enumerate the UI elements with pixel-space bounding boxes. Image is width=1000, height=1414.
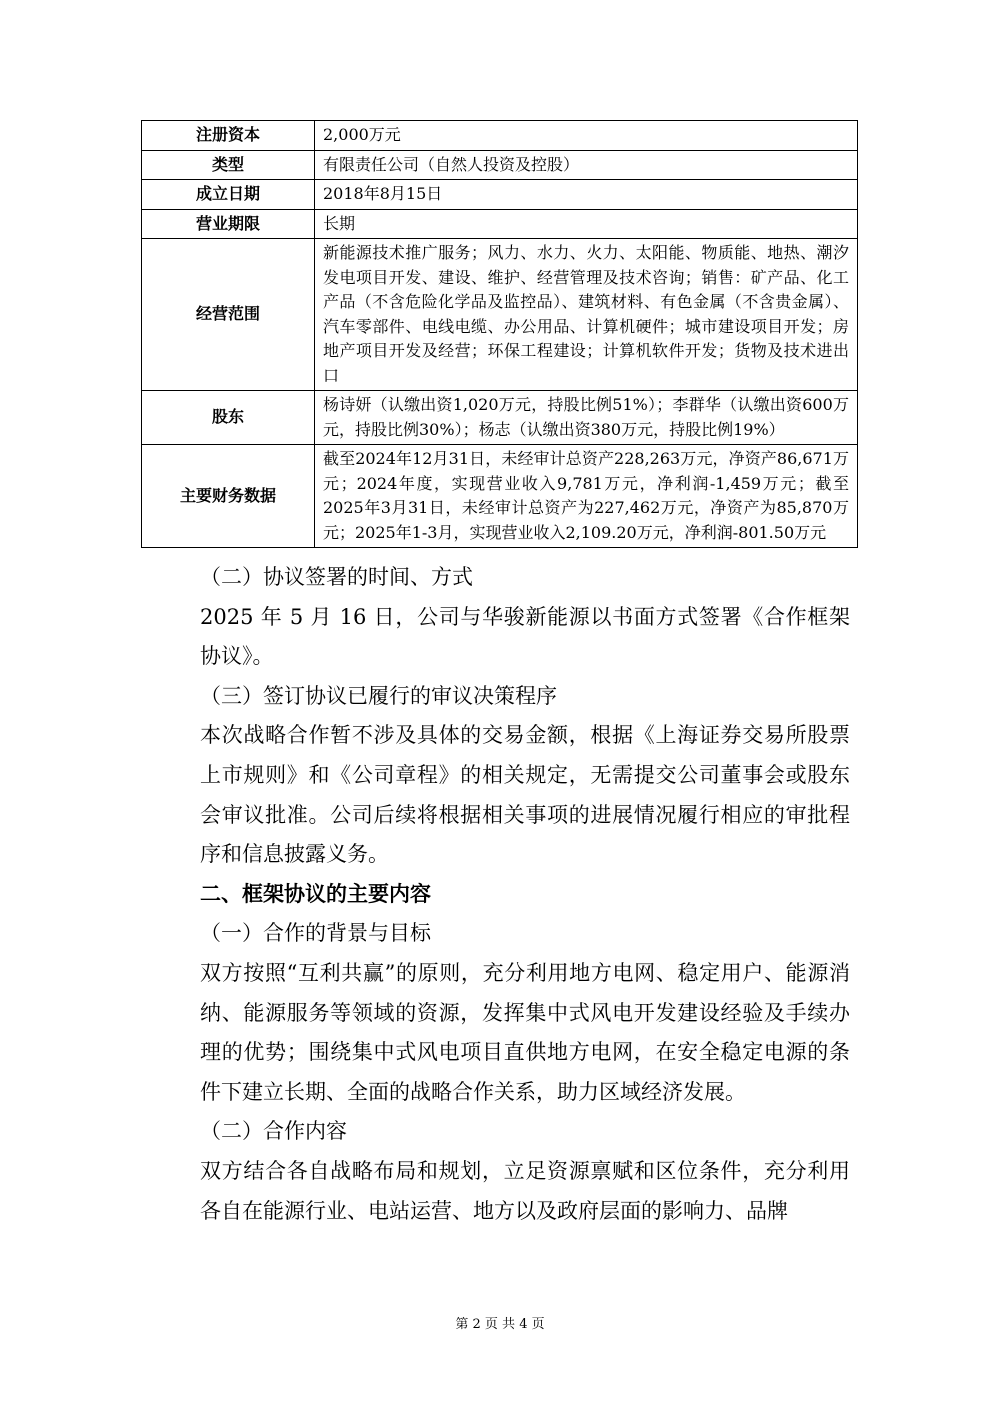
row-label: 类型: [142, 150, 315, 180]
row-label: 股东: [142, 391, 315, 445]
company-info-table: [141, 120, 858, 548]
row-label: 营业期限: [142, 209, 315, 239]
row-label: 主要财务数据: [142, 445, 315, 548]
subheading-background: （一）合作的背景与目标: [200, 921, 431, 946]
table-row: [142, 239, 858, 391]
paragraph-procedure: 本次战略合作暂不涉及具体的交易金额，根据《上海证券交易所股票上市规则》和《公司章程》的相关规定，无需提交公司董事会或股东会审议批准。公司后续将根据相关事项的进展情况履行相应的审批程序和信息披露义务。: [200, 723, 850, 867]
paragraph-background: 双方按照“互利共赢”的原则，充分利用地方电网、稳定用户、能源消纳、能源服务等领域的资源，发挥集中式风电开发建设经验及手续办理的优势；围绕集中式风电项目直供地方电网，在安全稳定电源的条件下建立长期、全面的战略合作关系，助力区域经济发展。: [200, 960, 850, 1104]
row-value: 截至2024年12月31日，未经审计总资产228,263万元，净资产86,671万元；2024年度，实现营业收入9,781万元，净利润-1,459万元；截至2025年3月31日，未经审计总资产为227,462万元，净资产为85,870万元；2025年1-3月，实现营业收入2,109.20万元，净利润-801.50万元: [315, 445, 858, 548]
section-heading: 二、框架协议的主要内容: [200, 881, 431, 906]
row-value: 杨诗妍（认缴出资1,020万元，持股比例51%）；李群华（认缴出资600万元，持股比例30%）；杨志（认缴出资380万元，持股比例19%）: [315, 391, 858, 445]
table-row: [142, 180, 858, 210]
row-label: 经营范围: [142, 239, 315, 391]
row-value: 新能源技术推广服务；风力、水力、火力、太阳能、物质能、地热、潮汐发电项目开发、建设、维护、经营管理及技术咨询；销售：矿产品、化工产品（不含危险化学品及监控品）、建筑材料、有色金属（不含贵金属）、汽车零部件、电线电缆、办公用品、计算机硬件；城市建设项目开发；房地产项目开发及经营；环保工程建设；计算机软件开发；货物及技术进出口: [315, 239, 858, 391]
body-text: [200, 558, 850, 1231]
row-value: 2,000万元: [315, 121, 858, 151]
table-row: [142, 121, 858, 151]
table-row: [142, 445, 858, 548]
paragraph-signing: 2025 年 5 月 16 日，公司与华骏新能源以书面方式签署《合作框架协议》。: [200, 604, 850, 669]
table-row: [142, 391, 858, 445]
table-row: [142, 150, 858, 180]
paragraph-content: 双方结合各自战略布局和规划，立足资源禀赋和区位条件，充分利用各自在能源行业、电站运营、地方以及政府层面的影响力、品牌: [200, 1158, 850, 1223]
table-row: [142, 209, 858, 239]
subheading-procedure: （三）签订协议已履行的审议决策程序: [200, 683, 557, 708]
row-label: 注册资本: [142, 121, 315, 151]
subheading-content: （二）合作内容: [200, 1119, 347, 1144]
row-value: 2018年8月15日: [315, 180, 858, 210]
row-value: 长期: [315, 209, 858, 239]
subheading-signing: （二）协议签署的时间、方式: [200, 565, 473, 589]
row-label: 成立日期: [142, 180, 315, 210]
page-number: 第 2 页 共 4 页: [455, 1317, 545, 1332]
row-value: 有限责任公司（自然人投资及控股）: [315, 150, 858, 180]
